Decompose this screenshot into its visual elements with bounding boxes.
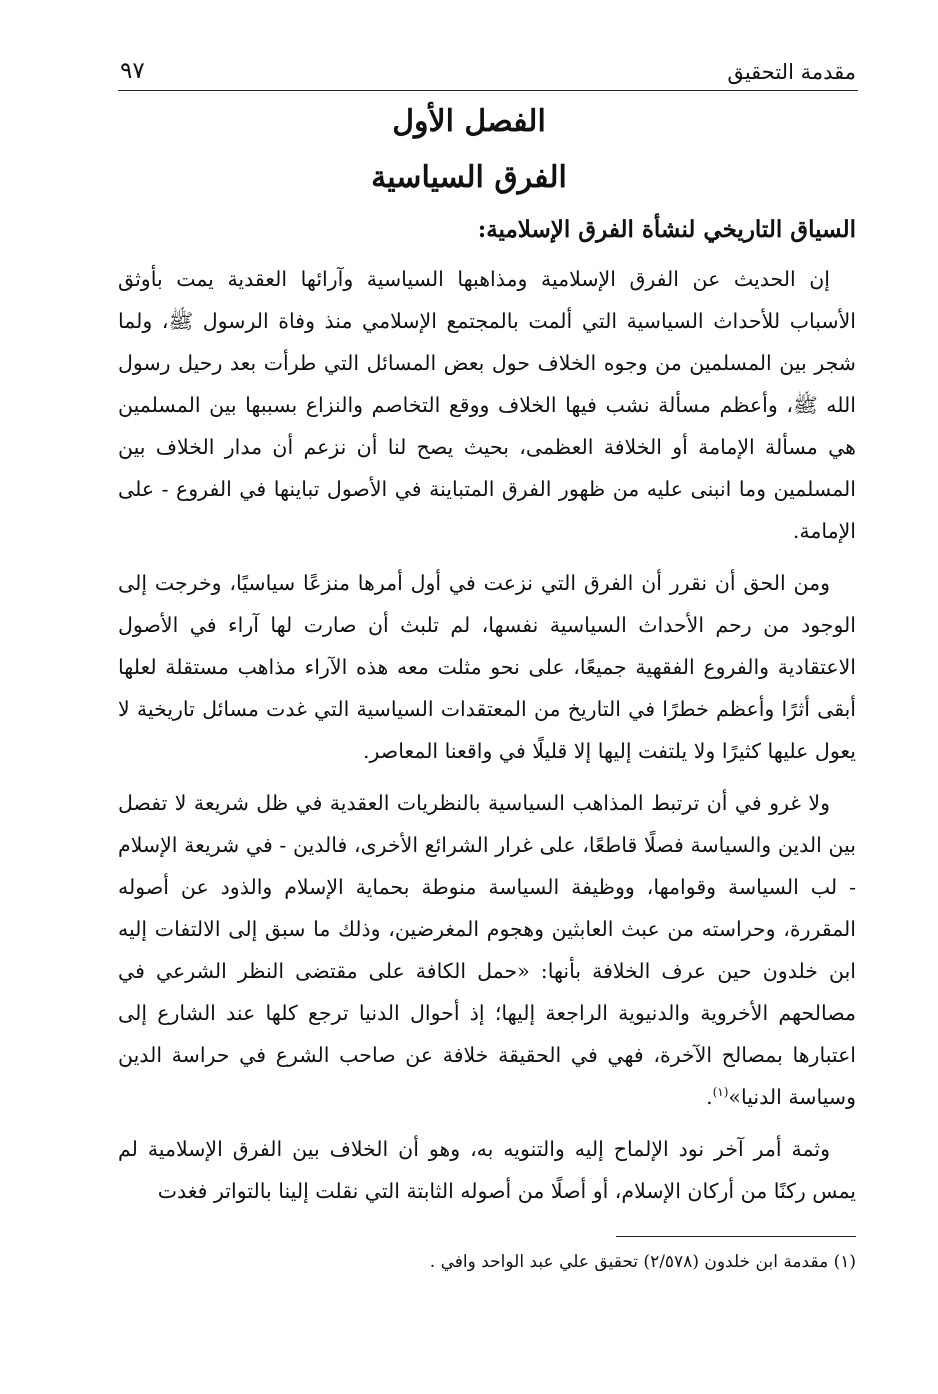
subheading: السياق التاريخي لنشأة الفرق الإسلامية: bbox=[477, 216, 856, 243]
paragraph-text: ولا غرو في أن ترتبط المذاهب السياسية بالنظريات العقدية في ظل شريعة لا تفصل بين الدين والسياسة فصلًا قاطعًا، على غرار الشرائع الأخرى، فالدين - في شريعة الإسلام - لب السياسة وقوامها، ووظيفة السياسة منوطة بحماية الإسلام والذود عن أصوله المقررة، وحراسته من عبث العابثين وهجوم المغرضين، وذلك ما سبق إلى الالتفات إليه ابن خلدون حين عرف الخلافة بأنها: «حمل الكافة على مقتضى النظر الشرعي في مصالحهم الأخروية والدنيوية الراجعة إليها؛ إذ أحوال الدنيا ترجع كلها عند الشارع إلى اعتبارها بمصالح الآخرة، فهي في الحقيقة خلافة عن صاحب الشرع في حراسة الدين وسياسة الدنيا» bbox=[118, 791, 856, 1109]
header-divider bbox=[118, 90, 858, 91]
page-number: ٩٧ bbox=[120, 58, 145, 84]
paragraph-end-mark: . bbox=[706, 1085, 713, 1109]
footnote: (١) مقدمة ابن خلدون (٢/٥٧٨) تحقيق علي عبد الواحد وافي . bbox=[429, 1252, 856, 1272]
footnote-divider bbox=[616, 1236, 856, 1237]
running-title: مقدمة التحقيق bbox=[727, 60, 856, 84]
chapter-title: الفصل الأول bbox=[392, 104, 546, 139]
paragraph: ومن الحق أن نقرر أن الفرق التي نزعت في أول أمرها منزعًا سياسيًا، وخرجت إلى الوجود من رحم الأحداث السياسية نفسها، لم تلبث أن صارت لها آراء في الأصول الاعتقادية والفروع الفقهية جميعًا، على نحو مثلت معه هذه الآراء مذاهب مستقلة لعلها أبقى أثرًا وأعظم خطرًا في التاريخ من المعتقدات السياسية التي غدت مسائل تاريخية لا يعول عليها كثيرًا ولا يلتفت إليها إلا قليلًا في واقعنا المعاصر. bbox=[118, 571, 856, 763]
footnote-reference[interactable]: (١) bbox=[712, 1085, 729, 1100]
paragraph: إن الحديث عن الفرق الإسلامية ومذاهبها السياسية وآرائها العقدية يمت بأوثق الأسباب للأحداث السياسية التي ألمت بالمجتمع الإسلامي منذ وفاة الرسول ﷺ، ولما شجر بين المسلمين من وجوه الخلاف حول بعض المسائل التي طرأت بعد رحيل رسول الله ﷺ، وأعظم مسألة نشب فيها الخلاف ووقع التخاصم والنزاع بسببها بين المسلمين هي مسألة الإمامة أو الخلافة العظمى، بحيث يصح لنا أن نزعم أن مدار الخلاف بين المسلمين وما انبنى عليه من ظهور الفرق المتباينة في الأصول تباينها في الفروع - على الإمامة. bbox=[118, 267, 856, 543]
paragraph-with-footnote bbox=[118, 782, 856, 1118]
section-title: الفرق السياسية bbox=[371, 160, 567, 195]
body-text bbox=[118, 258, 856, 1222]
running-head bbox=[120, 56, 856, 86]
paragraph: وثمة أمر آخر نود الإلماح إليه والتنويه به، وهو أن الخلاف بين الفرق الإسلامية لم يمس ركنًا من أركان الإسلام، أو أصلًا من أصوله الثابتة التي نقلت إلينا بالتواتر فغدت bbox=[118, 1137, 856, 1203]
